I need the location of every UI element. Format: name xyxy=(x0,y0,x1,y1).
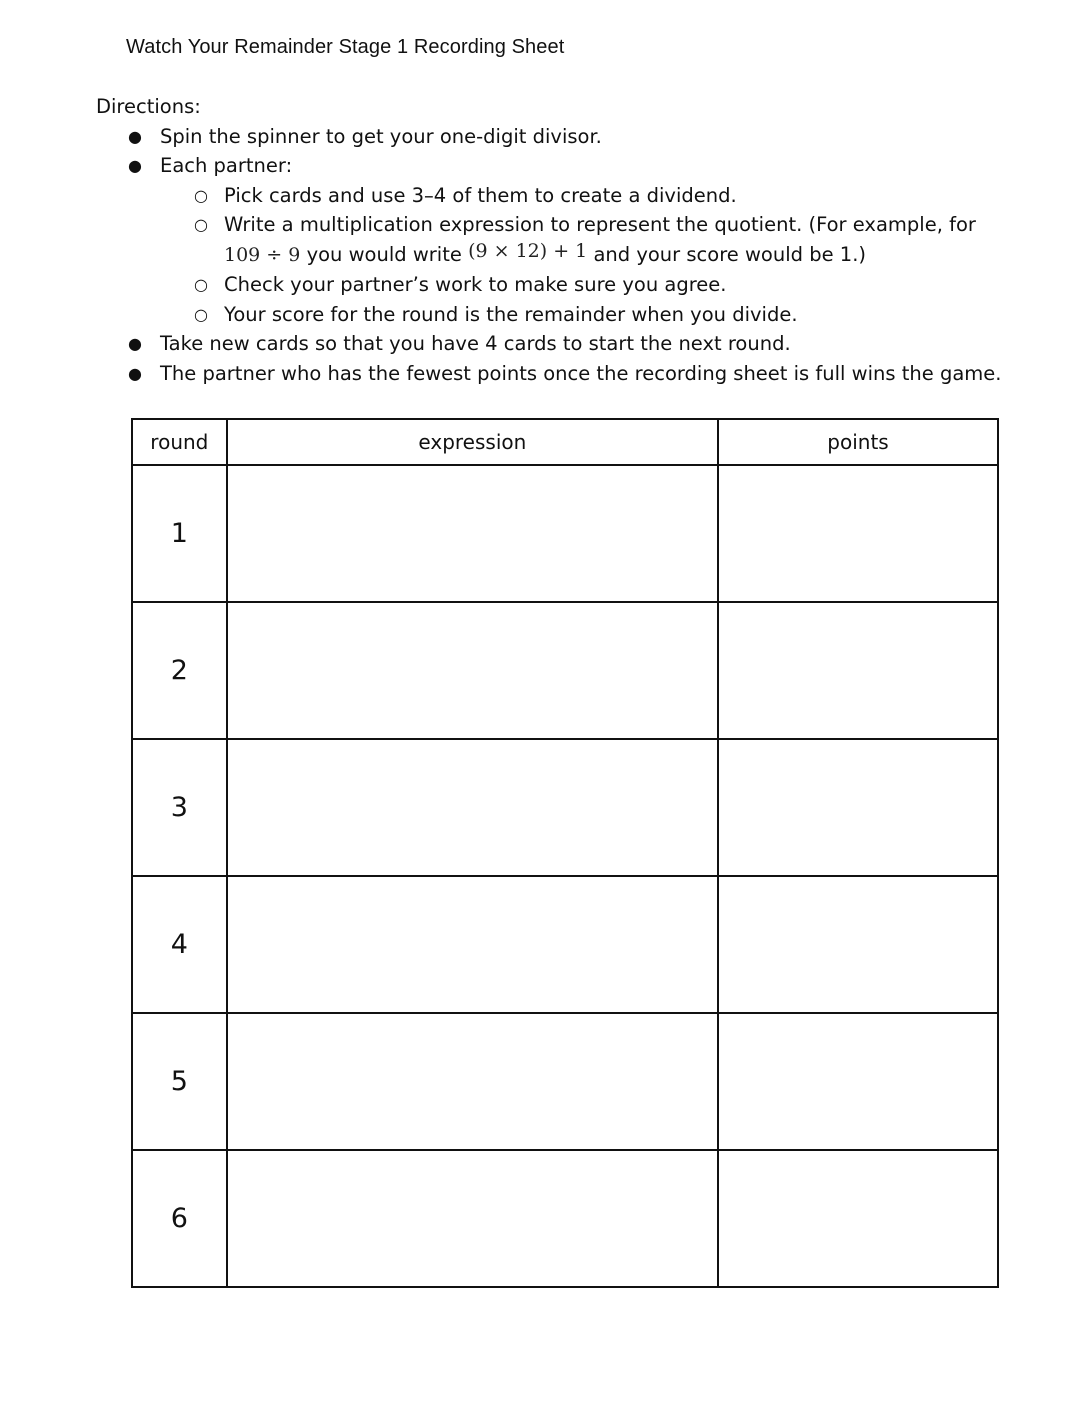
table-row xyxy=(132,1150,998,1287)
expression-cell[interactable] xyxy=(227,465,718,602)
bullet-icon: ● xyxy=(128,126,142,146)
list-item: ● The partner who has the fewest points once the recording sheet is full wins the game. xyxy=(96,359,1036,389)
circle-bullet-icon: ○ xyxy=(194,185,208,205)
table-row xyxy=(132,876,998,1013)
points-cell[interactable] xyxy=(718,739,998,876)
directions-label: Directions: xyxy=(96,95,201,118)
bullet-icon: ● xyxy=(128,363,142,383)
expression-cell[interactable] xyxy=(227,1150,718,1287)
bullet-icon: ● xyxy=(128,334,142,353)
expression-cell[interactable] xyxy=(227,1013,718,1150)
expression-cell[interactable] xyxy=(227,602,718,739)
table-row xyxy=(132,602,998,739)
sub-list-item: ○ Your score for the round is the remainder when you divide. xyxy=(160,300,1036,330)
list-item: ● Take new cards so that you have 4 cards to start the next round. xyxy=(96,329,1036,359)
round-number: 3 xyxy=(132,739,227,876)
table-row xyxy=(132,739,998,876)
expression-cell[interactable] xyxy=(227,876,718,1013)
round-number: 5 xyxy=(132,1013,227,1150)
circle-bullet-icon: ○ xyxy=(194,275,208,294)
recording-table xyxy=(131,418,999,1288)
table-header-row xyxy=(132,419,998,465)
list-item: ● Spin the spinner to get your one-digit divisor. xyxy=(96,122,1036,152)
points-cell[interactable] xyxy=(718,1013,998,1150)
math-example-division: 109 ÷ 9 xyxy=(224,243,301,266)
sub-list-item: ○ Check your partner’s work to make sure you agree. xyxy=(160,270,1036,300)
round-number: 2 xyxy=(132,602,227,739)
bullet-icon: ● xyxy=(128,156,142,175)
page-title: Watch Your Remainder Stage 1 Recording Sheet xyxy=(126,36,565,58)
points-cell[interactable] xyxy=(718,876,998,1013)
sub-list-item: ○ Pick cards and use 3–4 of them to create a dividend. xyxy=(160,181,1036,211)
round-number: 1 xyxy=(132,465,227,602)
points-cell[interactable] xyxy=(718,602,998,739)
round-number: 4 xyxy=(132,876,227,1013)
circle-bullet-icon: ○ xyxy=(194,215,208,234)
list-item: ● Each partner: ○ Pick cards and use 3–4 of them to create a dividend. ○ Write a multiplication expression to represent the quotient. (For example, for 109 ÷ 9 you would write (9 × 12) + 1 and your score would be 1.) ○ Check your partner’s work to make sure you agree. ○ Your score for the round is the remainder when you divide. xyxy=(96,151,1036,329)
table-row xyxy=(132,1013,998,1150)
sub-list-item: ○ Write a multiplication expression to represent the quotient. (For example, for 109 ÷ 9 you would write (9 × 12) + 1 and your score would be 1.) xyxy=(160,210,1036,270)
sub-list xyxy=(160,181,1036,330)
header-round: round xyxy=(132,419,227,465)
math-example-expression: (9 × 12) + 1 xyxy=(468,239,588,262)
table-row xyxy=(132,465,998,602)
directions xyxy=(96,92,1036,388)
circle-bullet-icon: ○ xyxy=(194,304,208,324)
directions-list xyxy=(96,122,1036,389)
round-number: 6 xyxy=(132,1150,227,1287)
header-points: points xyxy=(718,419,998,465)
points-cell[interactable] xyxy=(718,1150,998,1287)
points-cell[interactable] xyxy=(718,465,998,602)
expression-cell[interactable] xyxy=(227,739,718,876)
header-expression: expression xyxy=(227,419,718,465)
